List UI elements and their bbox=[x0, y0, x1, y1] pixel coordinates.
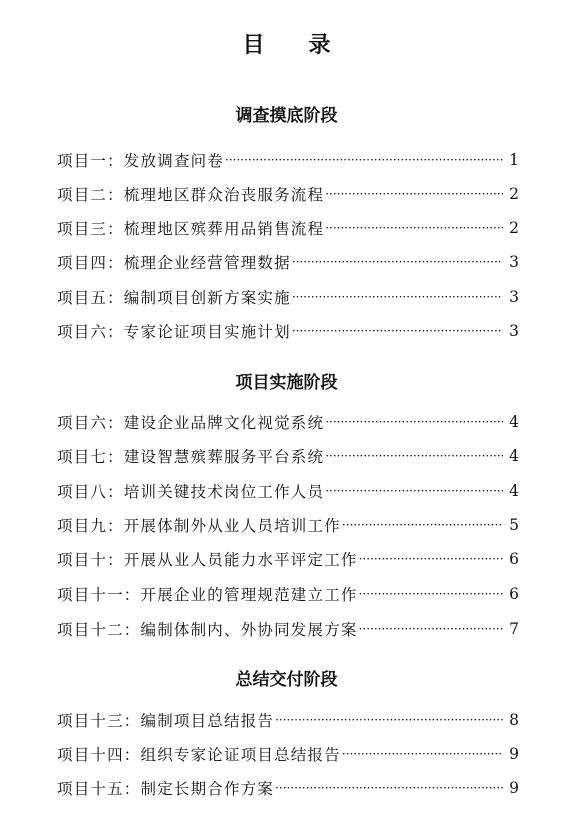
toc-entry-label: 项目七：建设智慧殡葬服务平台系统 bbox=[57, 448, 325, 466]
toc-entry-label: 项目十二：编制体制内、外协同发展方案 bbox=[57, 621, 358, 639]
toc-leader-dots bbox=[359, 622, 503, 636]
toc-leader-dots bbox=[325, 221, 503, 235]
toc-entry-label: 项目五：编制项目创新方案实施 bbox=[57, 289, 291, 307]
toc-entry-label: 项目十：开展从业人员能力水平评定工作 bbox=[57, 551, 358, 569]
toc-leader-dots bbox=[325, 449, 503, 463]
toc-leader-dots bbox=[342, 518, 503, 532]
toc-entry-label: 项目十四：组织专家论证项目总结报告 bbox=[57, 746, 341, 764]
toc-page-number: 4 bbox=[509, 482, 519, 500]
toc-page-number: 5 bbox=[509, 516, 519, 534]
toc-entry[interactable] bbox=[57, 709, 519, 731]
toc-entry[interactable] bbox=[57, 183, 519, 205]
toc-entry[interactable] bbox=[57, 583, 519, 605]
toc-entry[interactable] bbox=[57, 618, 519, 640]
toc-leader-dots bbox=[275, 781, 503, 795]
toc-leader-dots bbox=[292, 255, 503, 269]
toc-entry[interactable] bbox=[57, 320, 519, 342]
title-char-left: 目 bbox=[242, 33, 265, 58]
toc-entry-label: 项目二：梳理地区群众治丧服务流程 bbox=[57, 186, 325, 204]
toc-page-number: 3 bbox=[509, 288, 519, 306]
toc-entry-label: 项目六：专家论证项目实施计划 bbox=[57, 323, 291, 341]
toc-entry-label: 项目一：发放调查问卷 bbox=[57, 152, 225, 170]
toc-entry-label: 项目八：培训关键技术岗位工作人员 bbox=[57, 483, 325, 501]
toc-entry[interactable] bbox=[57, 743, 519, 765]
toc-entry[interactable] bbox=[57, 411, 519, 433]
toc-entry-label: 项目六：建设企业品牌文化视觉系统 bbox=[57, 414, 325, 432]
toc-page-number: 8 bbox=[509, 711, 519, 729]
toc-entry[interactable] bbox=[57, 251, 519, 273]
toc-page-number: 6 bbox=[509, 550, 519, 568]
toc-entry-label: 项目十五：制定长期合作方案 bbox=[57, 780, 275, 798]
toc-entry[interactable] bbox=[57, 777, 519, 799]
toc-page-number: 7 bbox=[509, 620, 519, 638]
toc-page-number: 6 bbox=[509, 585, 519, 603]
toc-entry-label: 项目四：梳理企业经营管理数据 bbox=[57, 254, 291, 272]
toc-page-number: 9 bbox=[509, 779, 519, 797]
toc-page-number: 4 bbox=[509, 413, 519, 431]
toc-leader-dots bbox=[342, 747, 503, 761]
toc-leader-dots bbox=[275, 713, 503, 727]
title-char-right: 录 bbox=[308, 33, 331, 58]
section-heading-implementation: 项目实施阶段 bbox=[235, 373, 338, 393]
toc-page-number: 1 bbox=[509, 151, 519, 169]
toc-page-number: 2 bbox=[509, 219, 519, 237]
toc-entry-label: 项目十三：编制项目总结报告 bbox=[57, 712, 275, 730]
page-title bbox=[0, 28, 573, 59]
toc-entry[interactable] bbox=[57, 149, 519, 171]
toc-entry[interactable] bbox=[57, 445, 519, 467]
toc-leader-dots bbox=[225, 153, 503, 167]
toc-entry[interactable] bbox=[57, 480, 519, 502]
toc-page-number: 2 bbox=[509, 185, 519, 203]
toc-page-number: 3 bbox=[509, 253, 519, 271]
toc-leader-dots bbox=[292, 290, 503, 304]
toc-entry[interactable] bbox=[57, 514, 519, 536]
toc-leader-dots bbox=[325, 484, 503, 498]
toc-entry[interactable] bbox=[57, 286, 519, 308]
section-heading-survey: 调查摸底阶段 bbox=[235, 106, 338, 126]
toc-page-number: 4 bbox=[509, 447, 519, 465]
toc-entry[interactable] bbox=[57, 217, 519, 239]
section-heading-delivery: 总结交付阶段 bbox=[235, 670, 338, 690]
toc-page-number: 9 bbox=[509, 745, 519, 763]
toc-entry[interactable] bbox=[57, 548, 519, 570]
toc-leader-dots bbox=[325, 415, 503, 429]
toc-entry-label: 项目十一：开展企业的管理规范建立工作 bbox=[57, 586, 358, 604]
toc-leader-dots bbox=[325, 187, 503, 201]
toc-page-number: 3 bbox=[509, 322, 519, 340]
toc-leader-dots bbox=[359, 552, 503, 566]
toc-leader-dots bbox=[292, 324, 503, 338]
toc-entry-label: 项目三：梳理地区殡葬用品销售流程 bbox=[57, 220, 325, 238]
toc-leader-dots bbox=[359, 587, 503, 601]
toc-entry-label: 项目九：开展体制外从业人员培训工作 bbox=[57, 517, 341, 535]
